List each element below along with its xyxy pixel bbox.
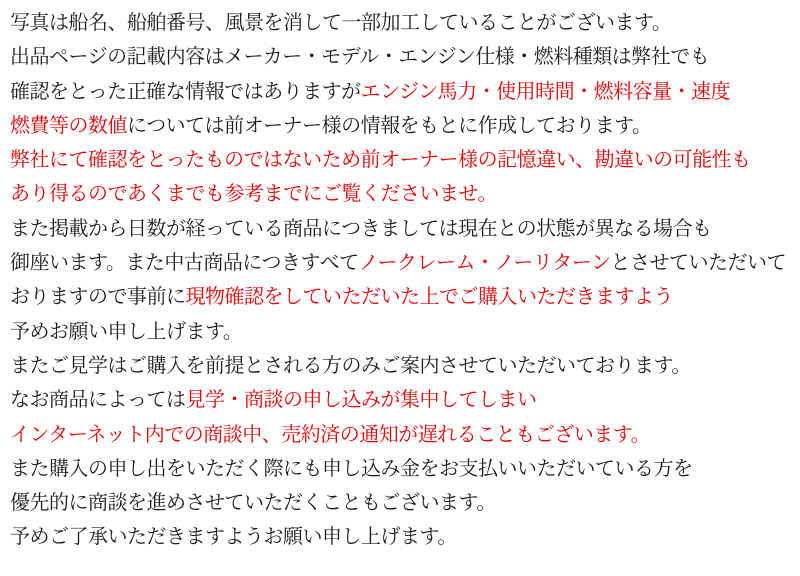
body-text: また掲載から日数が経っている商品につきましては現在との状態が異なる場合も (10, 217, 712, 240)
body-text: とさせていただいて (610, 252, 787, 275)
emphasized-text: 弊社にて確認をとったものではないため前オーナー様の記憶違い、勘違いの可能性も (10, 149, 751, 172)
emphasized-text: 燃費等の数値 (10, 114, 127, 137)
disclaimer-line (10, 40, 796, 74)
disclaimer-line (10, 349, 796, 383)
body-text: 予めお願い申し上げます。 (10, 320, 243, 343)
disclaimer-line (10, 212, 796, 246)
disclaimer-line (10, 6, 796, 40)
emphasized-text: あり得るのであくまでも参考までにご覧くださいませ。 (10, 183, 497, 206)
emphasized-text: 見学・商談の申し込みが集中してしまい (185, 389, 537, 412)
body-text: 写真は船名、船舶番号、風景を消して一部加工していることがございます。 (10, 12, 672, 34)
body-text: なお商品によっては (10, 389, 186, 412)
disclaimer-line (10, 246, 796, 280)
body-text: 御座います。また中古商品につきすべて (10, 252, 359, 275)
disclaimer-line (10, 177, 796, 211)
disclaimer-line (10, 452, 796, 486)
disclaimer-line (10, 75, 796, 109)
body-text: 予めご了承いただきますようお願い申し上げます。 (10, 526, 457, 549)
emphasized-text: ノークレーム・ノーリターン (358, 252, 611, 275)
body-text: 出品ページの記載内容はメーカー・モデル・エンジン仕様・燃料種類は弊社でも (10, 46, 710, 69)
disclaimer-line (10, 143, 796, 177)
body-text: おりますので事前に (10, 286, 186, 309)
emphasized-text: エンジン馬力・使用時間・燃料容量・速度 (360, 80, 731, 103)
body-text: また購入の申し出をいただく際にも申し込み金をお支払いいただいている方を (10, 457, 693, 480)
disclaimer-line (10, 280, 796, 314)
disclaimer-line (10, 418, 796, 452)
body-text: 優先的に商談を進めさせていただくこともございます。 (10, 492, 496, 515)
emphasized-text: 現物確認をしていただいた上でご購入いただきますよう (185, 286, 673, 309)
disclaimer-line (10, 520, 796, 554)
disclaimer-line (10, 315, 796, 349)
body-text: 確認をとった正確な情報ではありますが (10, 80, 361, 103)
disclaimer-line (10, 109, 796, 143)
body-text: については前オーナー様の情報をもとに作成しております。 (127, 114, 652, 137)
disclaimer-line (10, 383, 796, 417)
body-text: またご見学はご購入を前提とされる方のみご案内させていただいております。 (10, 354, 691, 377)
emphasized-text: インターネット内での商談中、売約済の通知が遅れることもございます。 (10, 423, 651, 446)
disclaimer-line (10, 486, 796, 520)
